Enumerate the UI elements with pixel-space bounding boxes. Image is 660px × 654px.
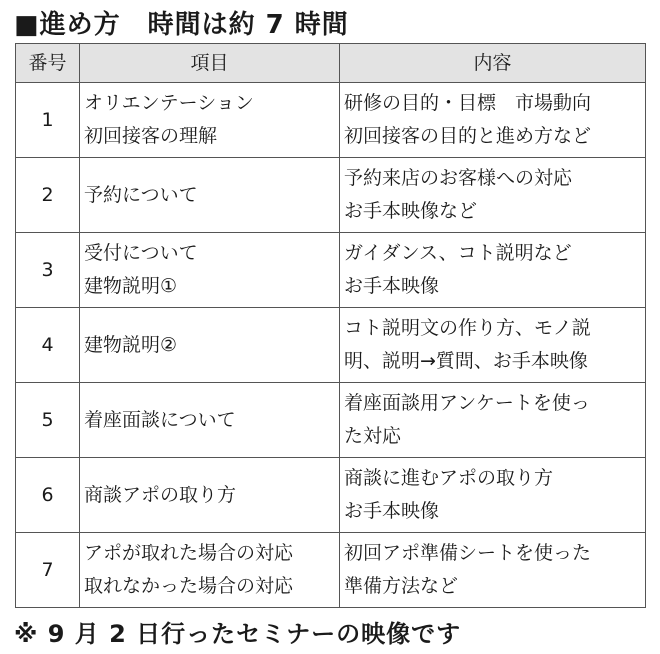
row-content-line: 明、説明→質問、お手本映像 xyxy=(344,350,588,372)
row-number: 4 xyxy=(16,308,80,383)
row-item xyxy=(80,158,340,233)
row-content xyxy=(340,83,646,158)
row-content-line: 商談に進むアポの取り方 xyxy=(344,467,554,489)
row-content-line: た対応 xyxy=(344,425,402,447)
header-content: 内容 xyxy=(340,44,646,83)
row-content-line: ガイダンス、コト説明など xyxy=(344,242,572,264)
row-number: 3 xyxy=(16,233,80,308)
row-item-line: オリエンテーション xyxy=(84,92,254,114)
table-row xyxy=(16,233,646,308)
row-content-line: 着座面談用アンケートを使っ xyxy=(344,392,590,414)
table-row xyxy=(16,158,646,233)
row-number: 6 xyxy=(16,458,80,533)
table-row xyxy=(16,83,646,158)
row-item-line: 受付について xyxy=(84,242,198,264)
row-item-line: 商談アポの取り方 xyxy=(84,483,237,506)
row-content xyxy=(340,458,646,533)
row-number: 7 xyxy=(16,533,80,608)
row-item-line: 建物説明① xyxy=(84,275,178,297)
row-item xyxy=(80,383,340,458)
row-content-line: 研修の目的・目標 市場動向 xyxy=(344,92,592,114)
row-item-line: 取れなかった場合の対応 xyxy=(84,575,294,597)
row-item-line: 予約について xyxy=(84,183,198,206)
row-item xyxy=(80,458,340,533)
table-row xyxy=(16,458,646,533)
row-item xyxy=(80,308,340,383)
row-content-line: お手本映像 xyxy=(344,275,440,297)
row-item-line: アポが取れた場合の対応 xyxy=(84,542,294,564)
row-number: 1 xyxy=(16,83,80,158)
row-item xyxy=(80,533,340,608)
row-content-line: 初回アポ準備シートを使った xyxy=(344,542,592,564)
row-content-line: お手本映像など xyxy=(344,200,478,222)
header-number: 番号 xyxy=(16,44,80,83)
row-content-line: 初回接客の目的と進め方など xyxy=(344,125,592,147)
row-item xyxy=(80,233,340,308)
row-content-line: お手本映像 xyxy=(344,500,440,522)
table-row xyxy=(16,308,646,383)
row-number: 2 xyxy=(16,158,80,233)
footer-note: ※ 9 月 2 日行ったセミナーの映像です xyxy=(14,620,462,648)
row-content-line: コト説明文の作り方、モノ説 xyxy=(344,317,591,339)
row-item xyxy=(80,83,340,158)
row-content xyxy=(340,533,646,608)
row-number: 5 xyxy=(16,383,80,458)
row-content xyxy=(340,308,646,383)
table-header-row xyxy=(16,44,646,83)
header-item: 項目 xyxy=(80,44,340,83)
row-content-line: 準備方法など xyxy=(344,575,459,597)
schedule-table xyxy=(15,43,646,608)
table-row xyxy=(16,383,646,458)
row-content xyxy=(340,233,646,308)
row-content-line: 予約来店のお客様への対応 xyxy=(344,167,573,189)
row-item-line: 初回接客の理解 xyxy=(84,125,218,147)
row-content xyxy=(340,158,646,233)
row-item-line: 建物説明② xyxy=(84,333,178,356)
page-title: ■進め方 時間は約 7 時間 xyxy=(14,10,349,40)
row-content xyxy=(340,383,646,458)
table-row xyxy=(16,533,646,608)
row-item-line: 着座面談について xyxy=(84,408,236,431)
